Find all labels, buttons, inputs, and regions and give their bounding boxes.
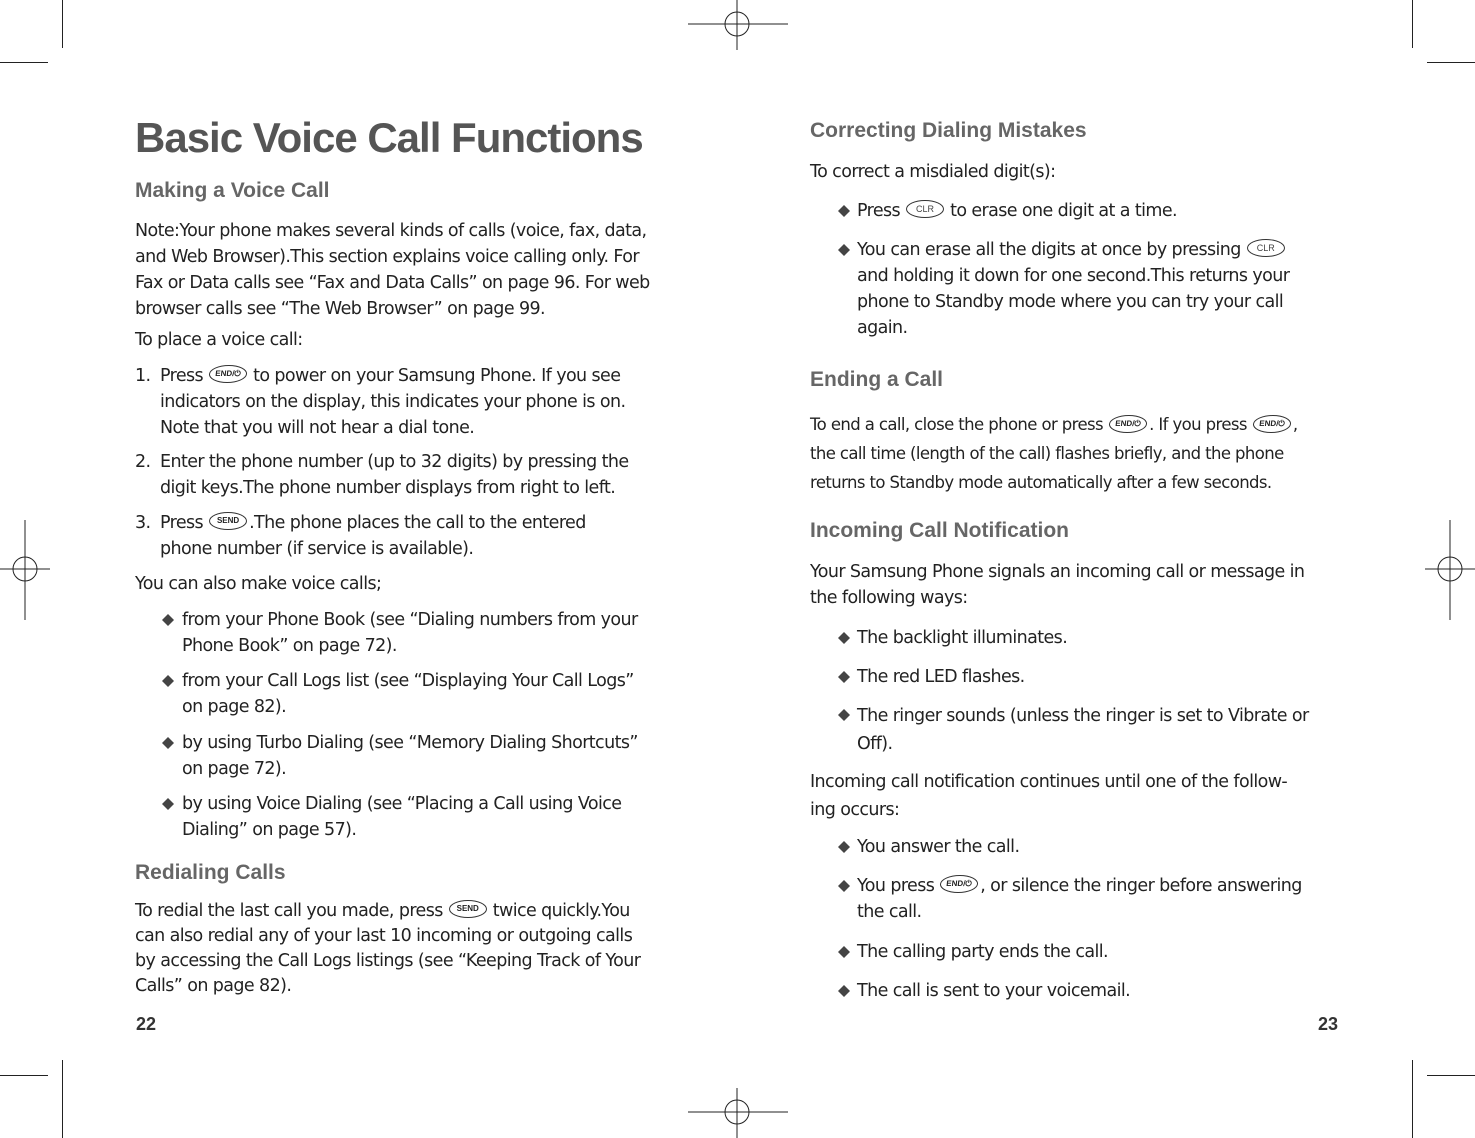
crop-mark [0,62,48,63]
text-line: on page 82). [182,697,287,717]
text-fragment: Press [857,201,901,221]
text-fragment: .The phone places the call to the entered [249,513,586,533]
step-number: 3. [135,513,151,533]
intro-text: To place a voice call: [135,330,303,350]
list-item [182,791,682,843]
page-number: 23 [1318,1014,1339,1034]
text-line: Note that you will not hear a dial tone. [160,418,475,438]
crop-mark [62,1060,63,1138]
text-fragment: Press [160,366,204,386]
text-line: by using Turbo Dialing (see “Memory Dialing Shortcuts” [182,733,638,753]
text-fragment: to power on your Samsung Phone. If you see [253,366,621,386]
section-heading-incoming: Incoming Call Notification [810,519,1070,542]
crop-mark [62,0,63,48]
list-item [857,237,1347,341]
text-line: the call. [857,902,922,922]
diamond-bullet-icon [837,840,851,854]
list-item [182,607,682,659]
text-fragment: to erase one digit at a time. [950,201,1177,221]
step-number: 2. [135,452,151,472]
text-line: from your Call Logs list (see “Displaying Your Call Logs” [182,671,634,691]
registration-mark-icon [688,0,788,50]
registration-mark-icon [1425,520,1475,620]
text-line: Phone Book” on page 72). [182,636,397,656]
step-3 [160,510,680,562]
clr-key-icon: CLR [1247,239,1285,257]
crop-mark [1427,1075,1475,1076]
list-item [857,702,1347,758]
text-line: by accessing the Call Logs listings (see “Keeping Track of Your [135,951,641,971]
step-2 [160,449,680,501]
list-item [182,730,682,782]
note-paragraph [135,218,680,322]
end-key-icon: END/⏻ [208,365,248,383]
text-line: and Web Browser).This section explains voice calling only. For [135,247,639,267]
send-key-icon: SEND [449,900,487,918]
text-line: returns to Standby mode automatically after a few seconds. [810,473,1272,492]
text-line [135,899,680,924]
text-line: from your Phone Book (see “Dialing numbers from your [182,610,638,630]
diamond-bullet-icon [161,736,175,750]
text-fragment: twice quickly.You [492,901,630,921]
text-line: on page 72). [182,759,287,779]
diamond-bullet-icon [837,243,851,257]
incoming-intro [810,559,1350,611]
text-fragment: , or silence the ringer before answering [980,876,1302,896]
step-1 [160,363,680,441]
list-item [182,668,682,720]
text-line: Off). [857,734,893,754]
crop-mark [1412,0,1413,48]
diamond-bullet-icon [837,670,851,684]
text-line: indicators on the display, this indicates your phone is on. [160,392,626,412]
text-line: The ringer sounds (unless the ringer is set to Vibrate or [857,706,1309,726]
also-text: You can also make voice calls; [135,574,382,594]
diamond-bullet-icon [161,674,175,688]
text-fragment: , [1292,415,1298,434]
text-fragment: You can erase all the digits at once by pressing [857,240,1241,260]
crop-mark [0,1075,48,1076]
intro-text: To correct a misdialed digit(s): [810,162,1056,182]
end-key-icon: END/⏻ [1108,415,1148,433]
text-line [857,873,1347,899]
end-key-icon: END/⏻ [1252,415,1292,433]
text-line [857,198,1347,224]
diamond-bullet-icon [837,879,851,893]
text-line: by using Voice Dialing (see “Placing a Call using Voice [182,794,622,814]
diamond-bullet-icon [837,708,851,722]
section-heading-ending: Ending a Call [810,368,944,391]
text-fragment: To redial the last call you made, press [135,901,443,921]
continue-paragraph [810,768,1350,824]
clr-key-icon: CLR [906,200,944,218]
section-heading-correcting: Correcting Dialing Mistakes [810,119,1087,142]
crop-mark [1412,1060,1413,1138]
text-line: digit keys.The phone number displays from right to left. [160,478,616,498]
text-line: Fax or Data calls see “Fax and Data Calls” on page 96. For web [135,273,650,293]
text-line: Your Samsung Phone signals an incoming call or message in [810,562,1305,582]
page-title: Basic Voice Call Functions [135,114,643,161]
text-line: phone number (if service is available). [160,539,474,559]
text-line: the call time (length of the call) flashes briefly, and the phone [810,444,1284,463]
section-heading-making-call: Making a Voice Call [135,179,330,202]
step-number: 1. [135,366,151,386]
end-key-icon: END/⏻ [939,875,979,893]
redial-paragraph [135,899,680,999]
crop-mark [1427,62,1475,63]
list-item: You answer the call. [857,837,1020,857]
list-item: The red LED flashes. [857,667,1025,687]
text-line: Incoming call notification continues until one of the follow- [810,772,1288,792]
text-fragment: . If you press [1149,415,1247,434]
diamond-bullet-icon [837,204,851,218]
text-line: phone to Standby mode where you can try your call [857,292,1284,312]
text-line: the following ways: [810,588,968,608]
text-fragment: Press [160,513,204,533]
list-item: The calling party ends the call. [857,942,1108,962]
list-item: The backlight illuminates. [857,628,1068,648]
text-line: Enter the phone number (up to 32 digits) by pressing the [160,452,629,472]
text-line [857,237,1347,263]
text-line: Note:Your phone makes several kinds of calls (voice, fax, data, [135,221,647,241]
text-line [160,363,680,389]
send-key-icon: SEND [209,512,247,530]
section-heading-redialing: Redialing Calls [135,861,286,884]
text-fragment: To end a call, close the phone or press [810,415,1104,434]
registration-mark-icon [688,1088,788,1138]
diamond-bullet-icon [837,945,851,959]
text-line: again. [857,318,908,338]
list-item [857,198,1347,224]
registration-mark-icon [0,520,50,620]
text-line: browser calls see “The Web Browser” on page 99. [135,299,545,319]
text-line [160,510,680,536]
text-line: and holding it down for one second.This returns your [857,266,1290,286]
list-item [857,873,1347,925]
diamond-bullet-icon [161,797,175,811]
text-fragment: You press [857,876,935,896]
ending-paragraph [810,410,1350,497]
diamond-bullet-icon [837,631,851,645]
text-line: Dialing” on page 57). [182,820,357,840]
text-line: ing occurs: [810,800,900,820]
list-item: The call is sent to your voicemail. [857,981,1131,1001]
text-line [810,410,1350,439]
text-line: Calls” on page 82). [135,976,292,996]
diamond-bullet-icon [161,613,175,627]
text-line: can also redial any of your last 10 incoming or outgoing calls [135,926,633,946]
page-number: 22 [136,1014,157,1034]
diamond-bullet-icon [837,984,851,998]
